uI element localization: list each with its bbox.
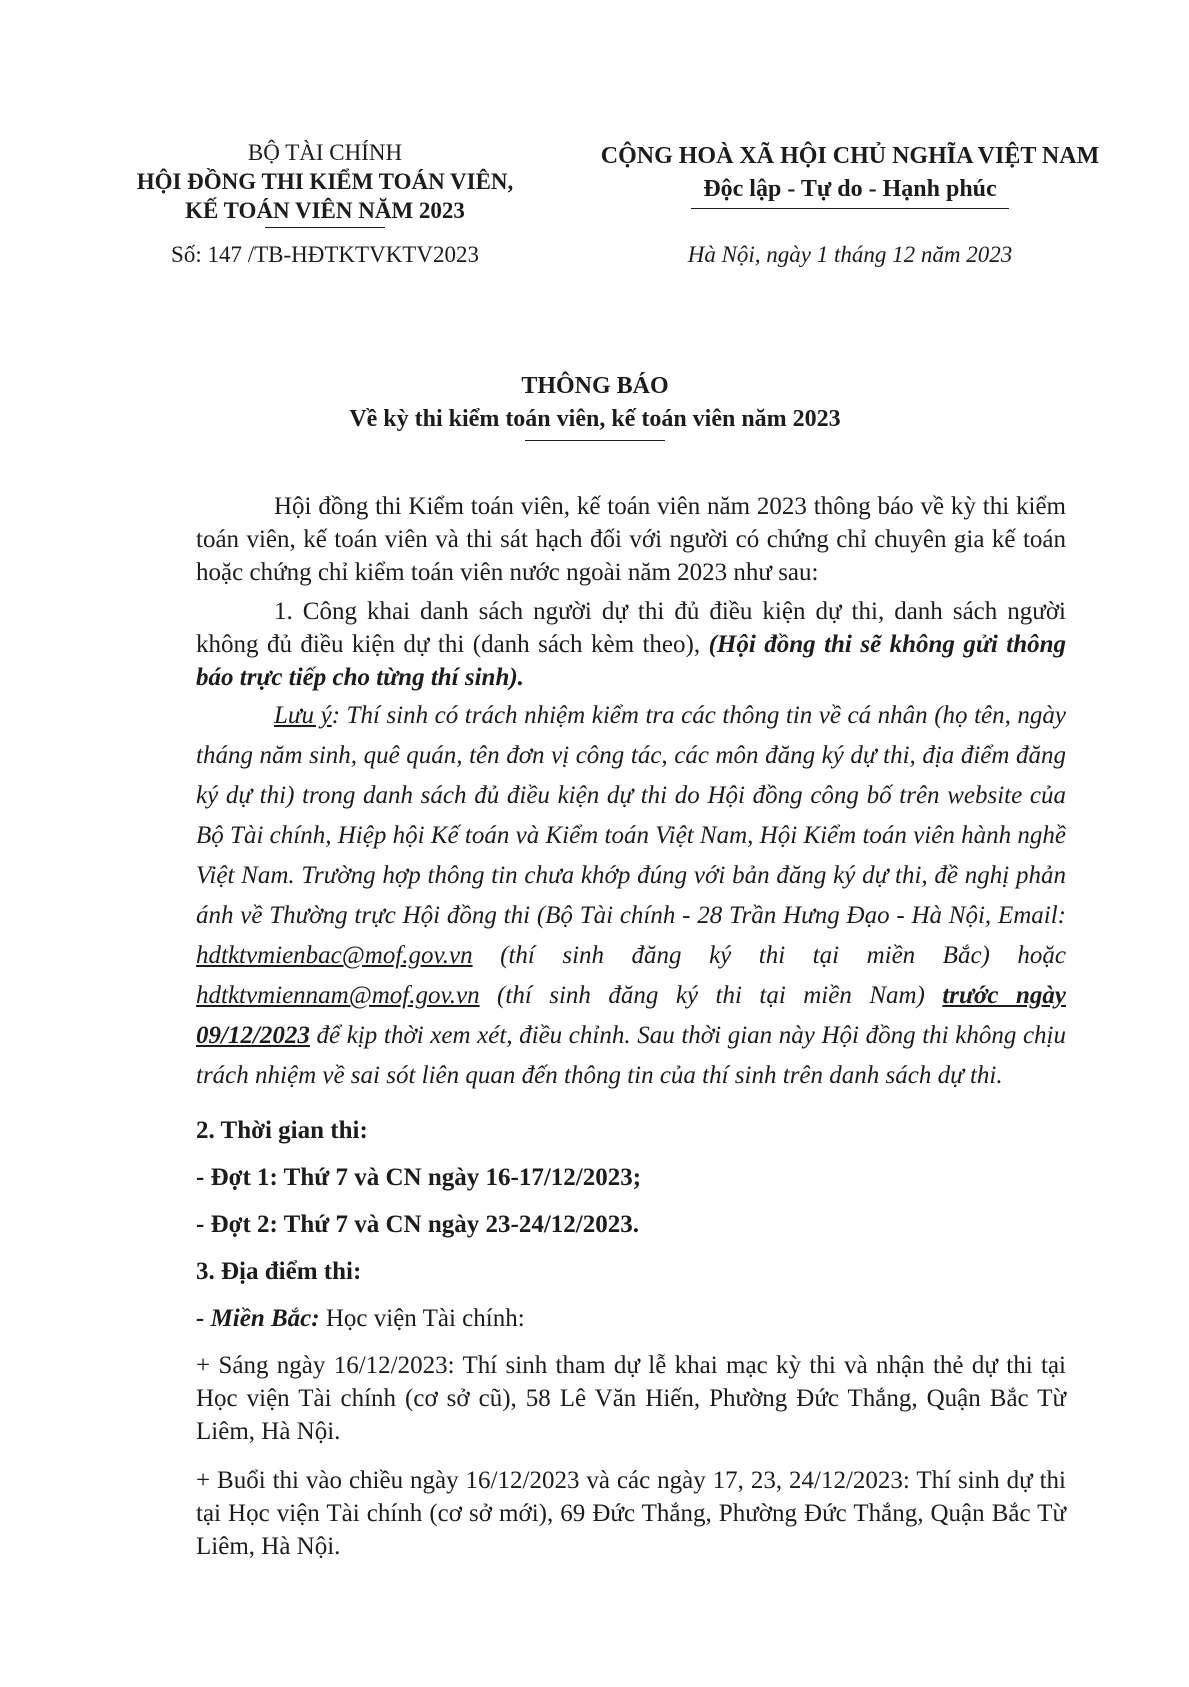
- national-heading: [570, 138, 1130, 209]
- north-venue: [196, 1302, 1066, 1335]
- issuer-underline: [265, 227, 385, 228]
- title-subject: Về kỳ thi kiểm toán viên, kế toán viên năm 2023: [349, 406, 841, 432]
- note-text-1: : Thí sinh có trách nhiệm kiểm tra các thông tin về cá nhân (họ tên, ngày tháng năm sinh, quê quán, tên đơn vị công tác, các môn đăng ký dự thi, địa điểm đăng ký dự thi) trong danh sách đủ điều kiện dự thi do Hội đồng công bố trên website của Bộ Tài chính, Hiệp hội Kế toán và Kiểm toán Việt Nam, Hội Kiểm toán viên hành nghề Việt Nam. Trường hợp thông tin chưa khớp đúng với bản đăng ký dự thi, đề nghị phản ánh về Thường trực Hội đồng thi (Bộ Tài chính - 28 Trần Hưng Đạo - Hà Nội, Email:: [196, 702, 1067, 929]
- note-text-3: (thí sinh đăng ký thi tại miền Nam): [479, 982, 943, 1009]
- document-body: [196, 490, 1066, 1563]
- note-text-2: (thí sinh đăng ký thi tại miền Bắc) hoặc: [472, 942, 1066, 969]
- item1-text: 1. Công khai danh sách người dự thi đủ điều kiện dự thi, danh sách người không đủ điều kiện dự thi (danh sách kèm theo),: [196, 598, 1066, 658]
- motto-underline: [691, 208, 1009, 209]
- email-north-link[interactable]: hdtktvmienbac@mof.gov.vn: [196, 942, 473, 969]
- venue-bullet-2: + Buổi thi vào chiều ngày 16/12/2023 và các ngày 17, 23, 24/12/2023: Thí sinh dự thi tại Học viện Tài chính (cơ sở mới), 69 Đức Thắng, Phường Đức Thắng, Quận Bắc Từ Liêm, Hà Nội.: [196, 1467, 1066, 1560]
- item2-heading: 2. Thời gian thi:: [196, 1117, 368, 1144]
- round2-schedule: - Đợt 2: Thứ 7 và CN ngày 23-24/12/2023.: [196, 1211, 639, 1238]
- north-label: - Miền Bắc:: [196, 1305, 320, 1332]
- intro-paragraph: Hội đồng thi Kiểm toán viên, kế toán viên năm 2023 thông báo về kỳ thi kiểm toán viên, kế toán viên và thi sát hạch đối với người có chứng chỉ chuyên gia kế toán hoặc chứng chỉ kiểm toán viên nước ngoài năm 2023 như sau:: [196, 493, 1066, 586]
- venue-bullet-1: + Sáng ngày 16/12/2023: Thí sinh tham dự lễ khai mạc kỳ thi và nhận thẻ dự thi tại Học viện Tài chính (cơ sở cũ), 58 Lê Văn Hiến, Phường Đức Thắng, Quận Bắc Từ Liêm, Hà Nội.: [196, 1352, 1066, 1445]
- council-name-line2: KẾ TOÁN VIÊN NĂM 2023: [185, 198, 465, 223]
- document-title: [200, 370, 990, 441]
- ministry-name: BỘ TÀI CHÍNH: [247, 140, 403, 165]
- deadline-text: trước ngày 09/12/2023: [196, 982, 1066, 1049]
- north-venue-name: Học viện Tài chính:: [319, 1305, 525, 1332]
- title-main: THÔNG BÁO: [521, 373, 669, 399]
- item1-emphasis: (Hội đồng thi sẽ không gửi thông báo trực tiếp cho từng thí sinh).: [196, 631, 1067, 691]
- title-underline: [525, 440, 665, 441]
- round1-schedule: - Đợt 1: Thứ 7 và CN ngày 16-17/12/2023;: [196, 1164, 642, 1191]
- national-motto: Độc lập - Tự do - Hạnh phúc: [703, 176, 997, 202]
- item3-heading: 3. Địa điểm thi:: [196, 1258, 362, 1285]
- note-label: Lưu ý: [274, 702, 332, 729]
- note-text-4: để kịp thời xem xét, điều chỉnh. Sau thời gian này Hội đồng thi không chịu trách nhiệm về sai sót liên quan đến thông tin của thí sinh trên danh sách dự thi.: [196, 1022, 1066, 1089]
- item1-paragraph: [196, 595, 1066, 694]
- issuer-block: [105, 138, 545, 234]
- note-paragraph: [196, 696, 1066, 1096]
- council-name-line1: HỘI ĐỒNG THI KIỂM TOÁN VIÊN,: [136, 169, 514, 194]
- place-date: Hà Nội, ngày 1 tháng 12 năm 2023: [687, 242, 1013, 267]
- country-name: CỘNG HOÀ XÃ HỘI CHỦ NGHĨA VIỆT NAM: [600, 143, 1100, 169]
- document-number: Số: 147 /TB-HĐTKTVKTV2023: [171, 242, 479, 267]
- email-south-link[interactable]: hdtktvmiennam@mof.gov.vn: [196, 982, 480, 1009]
